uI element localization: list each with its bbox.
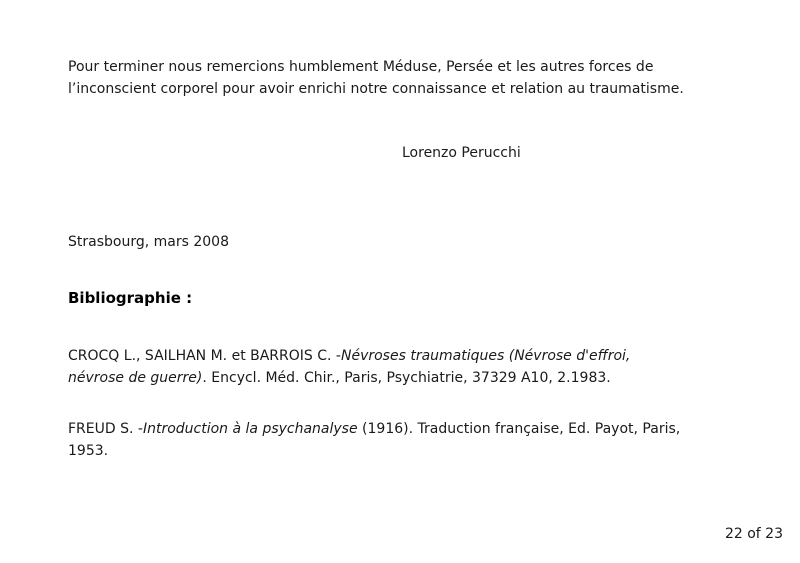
closing-paragraph-line1: Pour terminer nous remercions humblement Méduse, Persée et les autres forces de: [68, 59, 654, 75]
author-name: Lorenzo Perucchi: [402, 145, 521, 161]
dateline: Strasbourg, mars 2008: [68, 234, 229, 250]
bibliography-heading: Bibliographie :: [68, 289, 193, 307]
bibliography-entry-freud: FREUD S. -Introduction à la psychanalyse (1916). Traduction française, Ed. Payot, Paris, 1953.: [68, 421, 681, 459]
bibliography-entry-crocq: CROCQ L., SAILHAN M. et BARROIS C. -Névroses traumatiques (Névrose d'effroi, névrose de guerre). Encycl. Méd. Chir., Paris, Psychiatrie, 37329 A10, 2.1983.: [68, 348, 631, 386]
page-indicator: 22 of 23: [724, 526, 783, 542]
closing-paragraph: [68, 56, 684, 100]
closing-paragraph-line2: l’inconscient corporel pour avoir enrichi notre connaissance et relation au traumatisme.: [68, 81, 684, 97]
